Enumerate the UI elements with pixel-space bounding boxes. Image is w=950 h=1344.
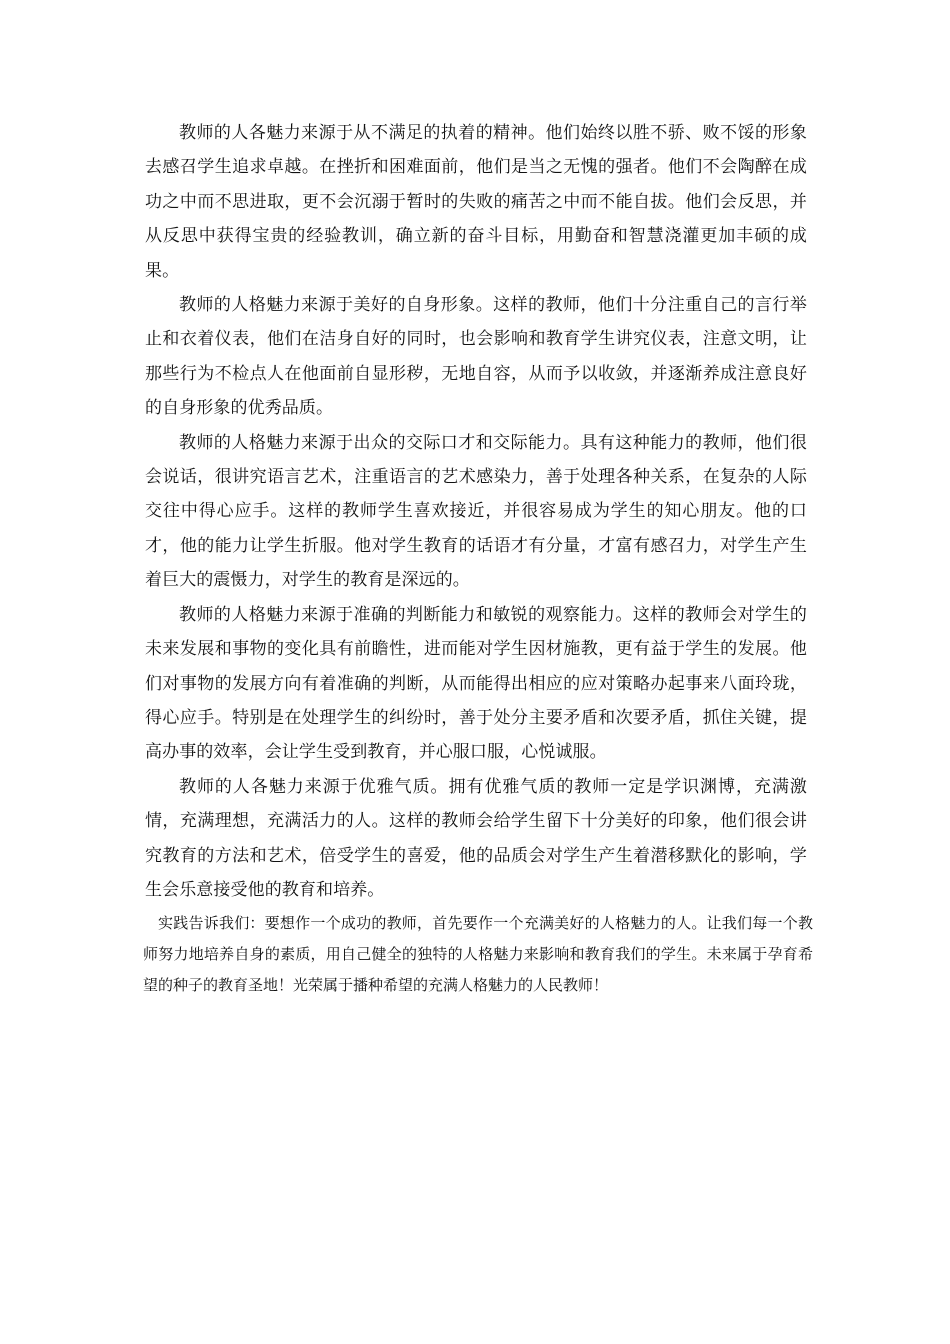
paragraph-3: 教师的人格魅力来源于出众的交际口才和交际能力。具有这种能力的教师，他们很会说话，很讲究语言艺术，注重语言的艺术感染力，善于处理各种关系，在复杂的人际交往中得心应手。这样的教师学生喜欢接近，并很容易成为学生的知心朋友。他的口才，他的能力让学生折服。他对学生教育的话语才有分量，才富有感召力，对学生产生着巨大的震慑力，对学生的教育是深远的。 bbox=[145, 432, 807, 591]
paragraph-2: 教师的人格魅力来源于美好的自身形象。这样的教师，他们十分注重自己的言行举止和衣着仪表，他们在洁身自好的同时，也会影响和教育学生讲究仪表，注意文明，让那些行为不检点人在他面前自显形秽，无地自容，从而予以收敛，并逐渐养成注意良好的自身形象的优秀品质。 bbox=[145, 295, 807, 419]
paragraph-4: 教师的人格魅力来源于准确的判断能力和敏锐的观察能力。这样的教师会对学生的未来发展和事物的变化具有前瞻性，进而能对学生因材施教，更有益于学生的发展。他们对事物的发展方向有着准确的判断，从而能得出相应的应对策略办起事来八面玲珑，得心应手。特别是在处理学生的纠纷时，善于处分主要矛盾和次要矛盾，抓住关键，提高办事的效率，会让学生受到教育，并心服口服，心悦诚服。 bbox=[145, 604, 807, 763]
paragraph-1: 教师的人各魅力来源于从不满足的执着的精神。他们始终以胜不骄、败不馁的形象去感召学生追求卓越。在挫折和困难面前，他们是当之无愧的强者。他们不会陶醉在成功之中而不思进取，更不会沉溺于暂时的失败的痛苦之中而不能自拔。他们会反思，并从反思中获得宝贵的经验教训，确立新的奋斗目标，用勤奋和智慧浇灌更加丰硕的成果。 bbox=[145, 123, 807, 281]
paragraph-5: 教师的人各魅力来源于优雅气质。拥有优雅气质的教师一定是学识渊博，充满激情，充满理想，充满活力的人。这样的教师会给学生留下十分美好的印象，他们很会讲究教育的方法和艺术，倍受学生的喜爱，他的品质会对学生产生着潜移默化的影响，学生会乐意接受他的教育和培养。 bbox=[145, 776, 807, 900]
closing-paragraph: 实践告诉我们：要想作一个成功的教师，首先要作一个充满美好的人格魅力的人。让我们每一个教师努力地培养自身的素质，用自己健全的独特的人格魅力来影响和教育我们的学生。未来属于孕育希望的种子的教育圣地！光荣属于播种希望的充满人格魅力的人民教师！ bbox=[143, 914, 813, 995]
document-body bbox=[143, 116, 813, 1001]
